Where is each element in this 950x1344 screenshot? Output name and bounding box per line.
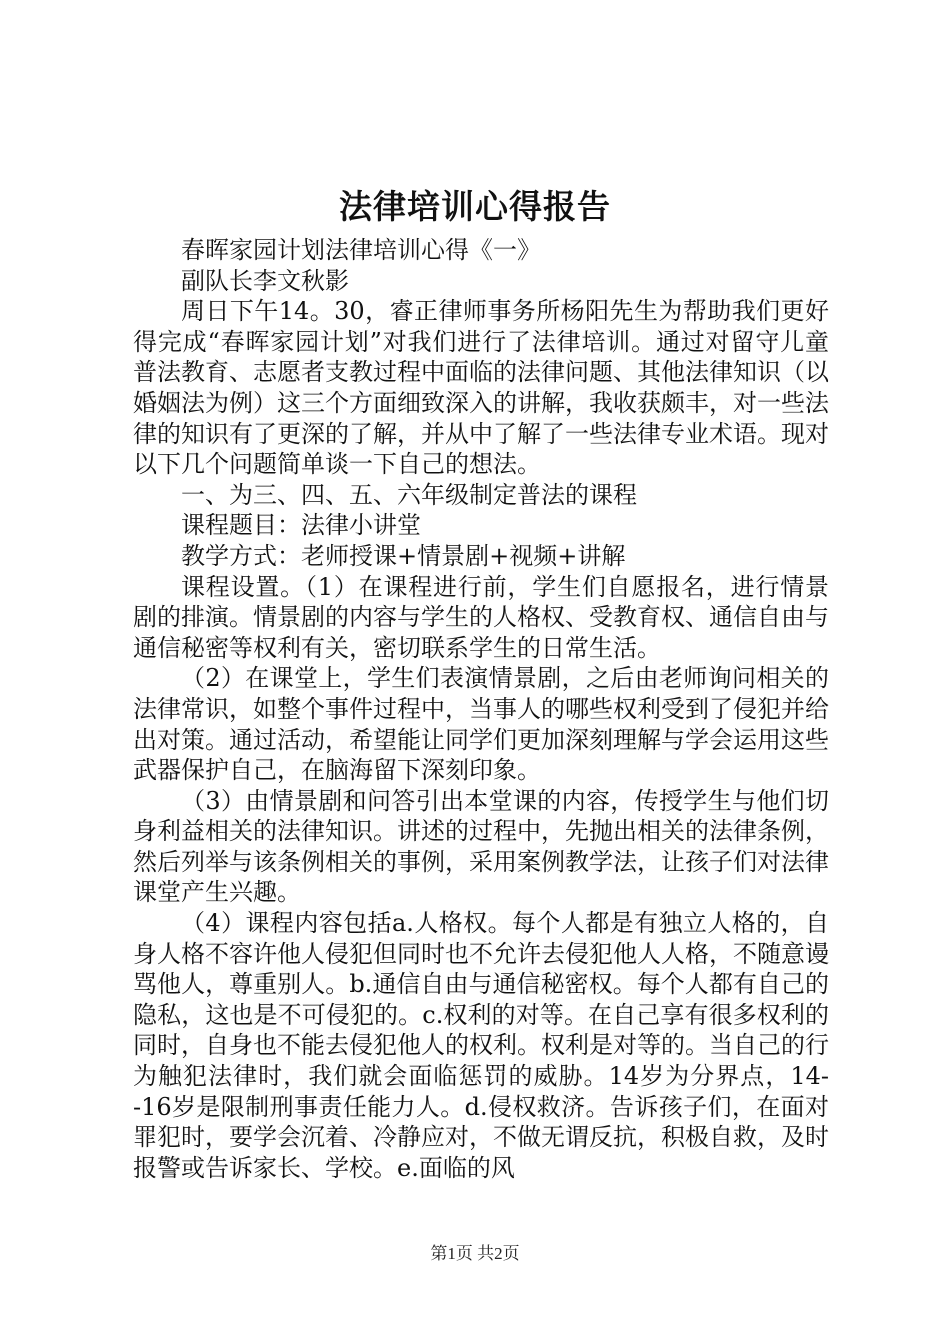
- subtitle-paragraph: 春晖家园计划法律培训心得《一》: [181, 236, 541, 264]
- document-title: 法律培训心得报告: [339, 187, 611, 226]
- page-footer: 第1页 共2页: [430, 1244, 520, 1263]
- course-setup-paragraph: 课程设置。（1）在课程进行前，学生们自愿报名，进行情景剧的排演。情景剧的内容与学生的人格权、受教育权、通信自由与通信秘密等权利有关，密切联系学生的日常生活。: [133, 572, 829, 662]
- teaching-method-paragraph: 教学方式：老师授课+情景剧+视频+讲解: [181, 541, 626, 570]
- course-step-4-paragraph: （4）课程内容包括a.人格权。每个人都是有独立人格的，自身人格不容许他人侵犯但同时也不允许去侵犯他人人格，不随意谩骂他人，尊重别人。b.通信自由与通信秘密权。每个人都有自己的隐私，这也是不可侵犯的。c.权利的对等。在自己享有很多权利的同时，自身也不能去侵犯他人的权利。权利是对等的。当自己的行为触犯法律时，我们就会面临惩罚的威胁。14岁为分界点，14--16岁是限制刑事责任能力人。d.侵权救济。告诉孩子们，在面对罪犯时，要学会沉着、冷静应对，不做无谓反抗，积极自救，及时报警或告诉家长、学校。e.面临的风: [133, 909, 829, 1182]
- author-paragraph: 副队长李文秋影: [181, 266, 349, 295]
- course-step-3-paragraph: （3）由情景剧和问答引出本堂课的内容，传授学生与他们切身利益相关的法律知识。讲述的过程中，先抛出相关的法律条例，然后列举与该条例相关的事例，采用案例教学法，让孩子们对法律课堂产生兴趣。: [133, 786, 829, 907]
- section-heading: 一、为三、四、五、六年级制定普法的课程: [181, 480, 637, 509]
- document-body: [133, 235, 829, 1183]
- course-step-2-paragraph: （2）在课堂上，学生们表演情景剧，之后由老师询问相关的法律常识，如整个事件过程中，当事人的哪些权利受到了侵犯并给出对策。通过活动，希望能让同学们更加深刻理解与学会运用这些武器保护自己，在脑海留下深刻印象。: [133, 664, 829, 785]
- intro-paragraph: 周日下午14。30，睿正律师事务所杨阳先生为帮助我们更好得完成“春晖家园计划”对我们进行了法律培训。通过对留守儿童普法教育、志愿者支教过程中面临的法律问题、其他法律知识（以婚姻法为例）这三个方面细致深入的讲解，我收获颇丰，对一些法律的知识有了更深的了解，并从中了解了一些法律专业术语。现对以下几个问题简单谈一下自己的想法。: [133, 297, 829, 479]
- course-title-paragraph: 课程题目：法律小讲堂: [181, 511, 421, 540]
